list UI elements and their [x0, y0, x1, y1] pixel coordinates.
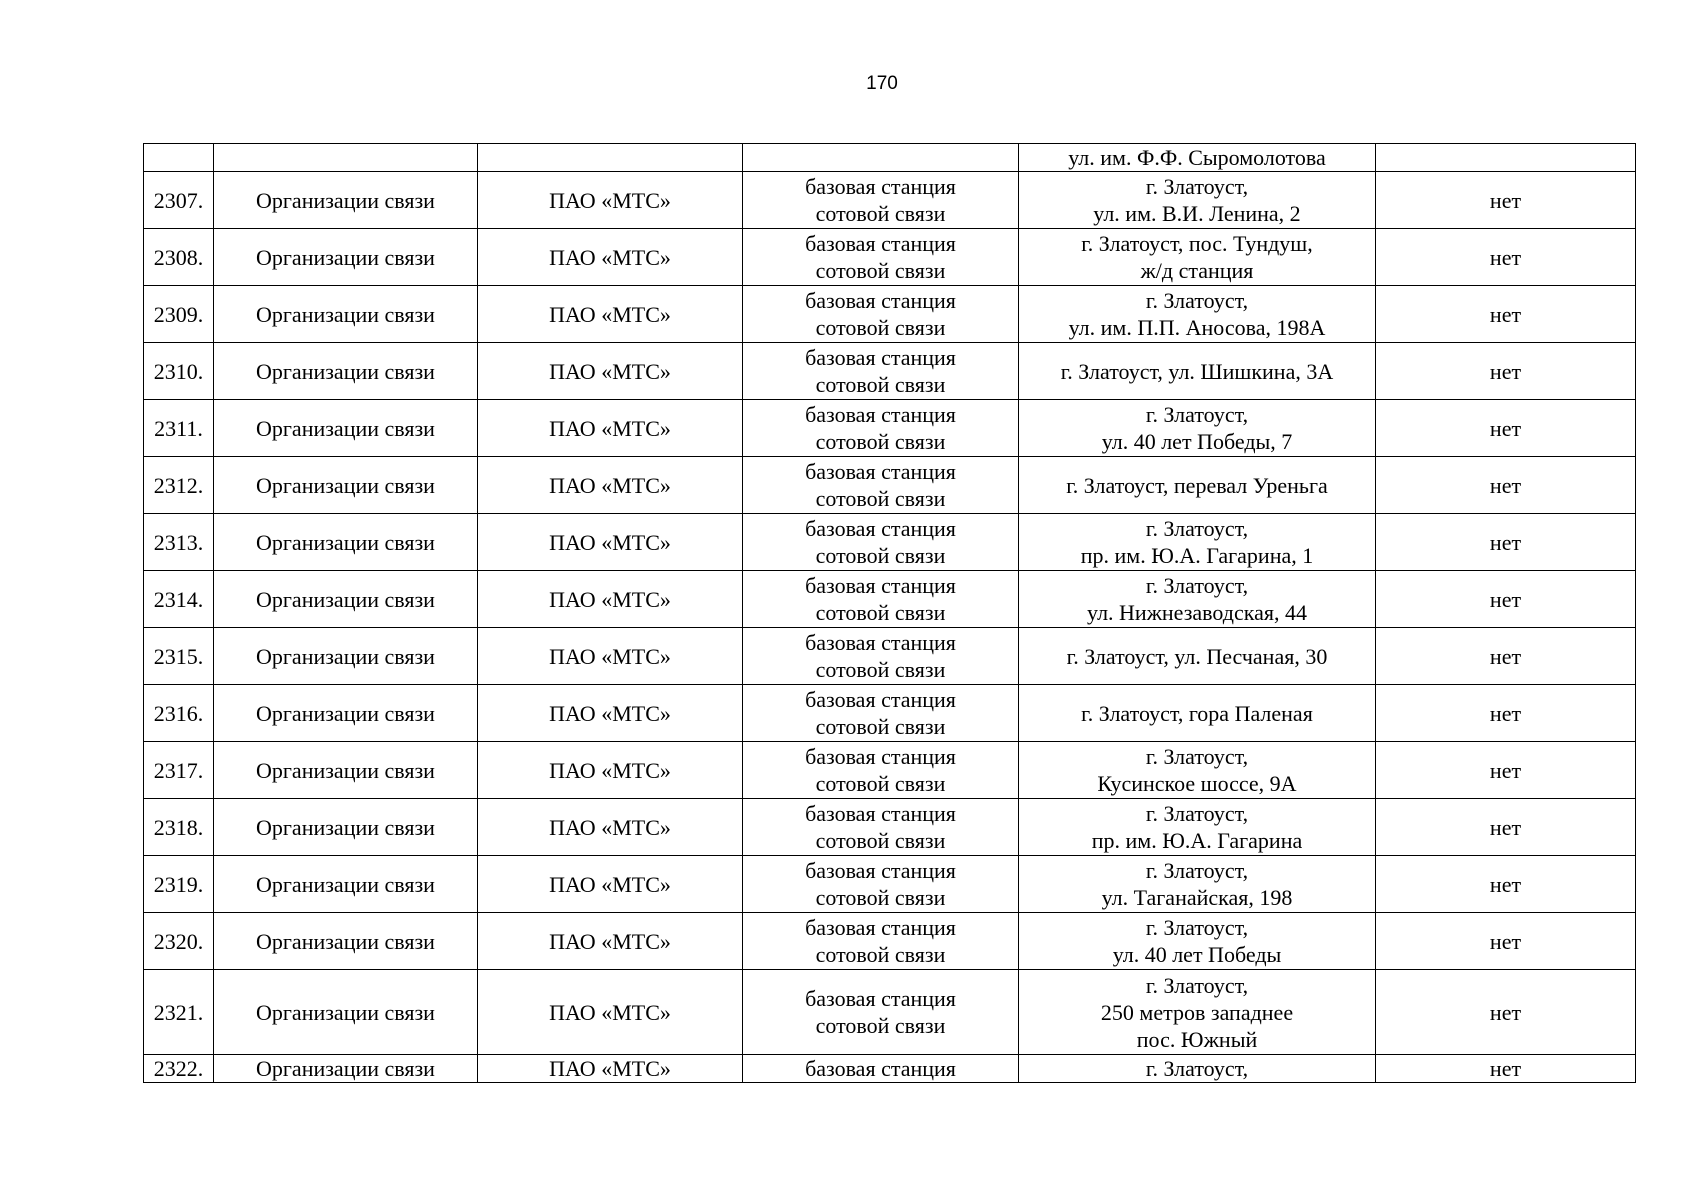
- row-number: 2310.: [144, 343, 214, 400]
- object-cell: [743, 628, 1019, 685]
- object-line: базовая станция: [805, 288, 956, 313]
- row-number: 2307.: [144, 172, 214, 229]
- object-line: базовая станция: [805, 687, 956, 712]
- address-line: ул. им. П.П. Аносова, 198А: [1068, 315, 1326, 340]
- object-line: сотовой связи: [815, 600, 946, 625]
- table-row: [144, 400, 1636, 457]
- row-number: 2317.: [144, 742, 214, 799]
- address-cell: [1019, 343, 1376, 400]
- note-cell: нет: [1376, 343, 1636, 400]
- object-cell: [743, 400, 1019, 457]
- note-cell: нет: [1376, 685, 1636, 742]
- address-cell: [1019, 1055, 1376, 1083]
- page-number: 170: [866, 73, 898, 94]
- category-cell: Организации связи: [214, 742, 478, 799]
- address-cell: [1019, 571, 1376, 628]
- object-line: сотовой связи: [815, 486, 946, 511]
- object-line: базовая станция: [805, 174, 956, 199]
- category-cell: Организации связи: [214, 856, 478, 913]
- table-row: [144, 229, 1636, 286]
- table-row: [144, 457, 1636, 514]
- row-number: 2322.: [144, 1055, 214, 1083]
- object-cell: [743, 685, 1019, 742]
- table-row: [144, 628, 1636, 685]
- note-cell: нет: [1376, 172, 1636, 229]
- table-row: [144, 571, 1636, 628]
- note-cell: нет: [1376, 286, 1636, 343]
- category-cell: Организации связи: [214, 571, 478, 628]
- address-cell: [1019, 742, 1376, 799]
- object-line: сотовой связи: [815, 828, 946, 853]
- object-cell: [743, 799, 1019, 856]
- address-line: г. Златоуст,: [1145, 573, 1249, 598]
- category-cell: Организации связи: [214, 343, 478, 400]
- note-cell: нет: [1376, 856, 1636, 913]
- address-cell: [1019, 514, 1376, 571]
- object-line: базовая станция: [805, 630, 956, 655]
- object-line: сотовой связи: [815, 942, 946, 967]
- object-cell: [743, 1055, 1019, 1083]
- table-row: [144, 1055, 1636, 1083]
- table-row: [144, 172, 1636, 229]
- object-cell: [743, 229, 1019, 286]
- object-cell: [743, 343, 1019, 400]
- category-cell: Организации связи: [214, 172, 478, 229]
- category-cell: Организации связи: [214, 628, 478, 685]
- object-line: базовая станция: [805, 345, 956, 370]
- category-cell: Организации связи: [214, 457, 478, 514]
- organization-cell: ПАО «МТС»: [478, 685, 743, 742]
- address-line: пр. им. Ю.А. Гагарина: [1091, 828, 1303, 853]
- num-cell: [144, 144, 214, 172]
- organization-cell: ПАО «МТС»: [478, 172, 743, 229]
- category-cell: Организации связи: [214, 286, 478, 343]
- row-number: 2309.: [144, 286, 214, 343]
- object-line: сотовой связи: [815, 1013, 946, 1038]
- row-number: 2320.: [144, 913, 214, 970]
- table-row: [144, 970, 1636, 1055]
- organization-cell: ПАО «МТС»: [478, 457, 743, 514]
- organization-cell: ПАО «МТС»: [478, 286, 743, 343]
- object-line: сотовой связи: [815, 429, 946, 454]
- row-number: 2319.: [144, 856, 214, 913]
- address-cell: [1019, 799, 1376, 856]
- note-cell: нет: [1376, 457, 1636, 514]
- object-cell: [743, 457, 1019, 514]
- object-line: сотовой связи: [815, 771, 946, 796]
- address-cell: [1019, 685, 1376, 742]
- address-cell: [1019, 172, 1376, 229]
- note-cell: нет: [1376, 1055, 1636, 1083]
- address-cell: [1019, 229, 1376, 286]
- object-cell: [743, 970, 1019, 1055]
- object-line: базовая станция: [805, 858, 956, 883]
- address-line: г. Златоуст,: [1145, 744, 1249, 769]
- table-body: [144, 144, 1636, 1083]
- category-cell: Организации связи: [214, 970, 478, 1055]
- address-line: г. Златоуст,: [1145, 972, 1249, 998]
- address-cell: [1019, 970, 1376, 1055]
- object-line: базовая станция: [805, 1056, 956, 1081]
- table-row: [144, 286, 1636, 343]
- organization-cell: ПАО «МТС»: [478, 856, 743, 913]
- address-line: г. Златоуст,: [1145, 174, 1249, 199]
- category-cell: Организации связи: [214, 229, 478, 286]
- table-row: [144, 856, 1636, 913]
- address-line: ул. Нижнезаводская, 44: [1087, 600, 1307, 625]
- address-line: г. Златоуст,: [1145, 402, 1249, 427]
- object-cell: [743, 571, 1019, 628]
- organization-cell: ПАО «МТС»: [478, 628, 743, 685]
- object-line: базовая станция: [805, 986, 956, 1011]
- object-cell: [743, 514, 1019, 571]
- row-number: 2312.: [144, 457, 214, 514]
- address-line: ул. 40 лет Победы, 7: [1101, 429, 1293, 454]
- object-line: сотовой связи: [815, 657, 946, 682]
- object-line: базовая станция: [805, 915, 956, 940]
- object-line: сотовой связи: [815, 885, 946, 910]
- note-cell: нет: [1376, 799, 1636, 856]
- category-cell: Организации связи: [214, 400, 478, 457]
- address-line: г. Златоуст, пос. Тундуш,: [1081, 231, 1313, 256]
- table-row: [144, 343, 1636, 400]
- organization-cell: ПАО «МТС»: [478, 571, 743, 628]
- organization-cell: ПАО «МТС»: [478, 913, 743, 970]
- category-cell: Организации связи: [214, 514, 478, 571]
- organization-cell: ПАО «МТС»: [478, 970, 743, 1055]
- object-cell: [743, 913, 1019, 970]
- category-cell: Организации связи: [214, 685, 478, 742]
- note-cell: нет: [1376, 742, 1636, 799]
- object-line: базовая станция: [805, 516, 956, 541]
- object-cell: [743, 286, 1019, 343]
- address-cell: [1019, 144, 1376, 172]
- table-row: [144, 685, 1636, 742]
- row-number: 2316.: [144, 685, 214, 742]
- address-line: пр. им. Ю.А. Гагарина, 1: [1080, 543, 1314, 568]
- row-number: 2321.: [144, 970, 214, 1055]
- address-line: г. Златоуст,: [1145, 288, 1249, 313]
- organization-cell: ПАО «МТС»: [478, 343, 743, 400]
- object-line: сотовой связи: [815, 714, 946, 739]
- address-line: г. Златоуст,: [1145, 516, 1249, 541]
- organization-cell: ПАО «МТС»: [478, 742, 743, 799]
- address-line: ул. 40 лет Победы: [1112, 942, 1282, 967]
- address-line: ул. им. В.И. Ленина, 2: [1093, 201, 1301, 226]
- table-row: [144, 913, 1636, 970]
- organization-cell: ПАО «МТС»: [478, 229, 743, 286]
- object-line: базовая станция: [805, 801, 956, 826]
- note-cell: нет: [1376, 229, 1636, 286]
- row-number: 2313.: [144, 514, 214, 571]
- address-cell: [1019, 457, 1376, 514]
- address-line: г. Златоуст, гора Паленая: [1081, 700, 1313, 726]
- organization-cell: [478, 144, 743, 172]
- organization-cell: ПАО «МТС»: [478, 400, 743, 457]
- object-cell: [743, 742, 1019, 799]
- address-line: 250 метров западнее: [1100, 999, 1294, 1025]
- table-row: [144, 799, 1636, 856]
- row-number: 2315.: [144, 628, 214, 685]
- address-line: г. Златоуст, перевал Уреньга: [1066, 472, 1328, 498]
- row-number: 2314.: [144, 571, 214, 628]
- organization-cell: ПАО «МТС»: [478, 514, 743, 571]
- address-line: г. Златоуст,: [1145, 915, 1249, 940]
- object-line: базовая станция: [805, 402, 956, 427]
- note-cell: нет: [1376, 400, 1636, 457]
- category-cell: Организации связи: [214, 913, 478, 970]
- address-cell: [1019, 628, 1376, 685]
- address-cell: [1019, 856, 1376, 913]
- object-line: базовая станция: [805, 573, 956, 598]
- row-number: 2311.: [144, 400, 214, 457]
- object-line: сотовой связи: [815, 258, 946, 283]
- object-cell: [743, 144, 1019, 172]
- note-cell: нет: [1376, 628, 1636, 685]
- object-line: сотовой связи: [815, 201, 946, 226]
- address-line: г. Златоуст,: [1145, 1056, 1249, 1081]
- address-line: ул. им. Ф.Ф. Сыромолотова: [1068, 145, 1326, 170]
- address-cell: [1019, 286, 1376, 343]
- table-row: [144, 742, 1636, 799]
- object-line: сотовой связи: [815, 372, 946, 397]
- object-line: базовая станция: [805, 231, 956, 256]
- category-cell: [214, 144, 478, 172]
- object-line: базовая станция: [805, 744, 956, 769]
- address-line: ж/д станция: [1140, 258, 1254, 283]
- organization-cell: ПАО «МТС»: [478, 1055, 743, 1083]
- address-line: Кусинское шоссе, 9А: [1097, 771, 1297, 796]
- note-cell: нет: [1376, 970, 1636, 1055]
- object-line: базовая станция: [805, 459, 956, 484]
- address-cell: [1019, 400, 1376, 457]
- address-line: ул. Таганайская, 198: [1101, 885, 1293, 910]
- object-cell: [743, 172, 1019, 229]
- address-cell: [1019, 913, 1376, 970]
- registry-table: [143, 143, 1636, 1083]
- address-line: г. Златоуст,: [1145, 801, 1249, 826]
- object-cell: [743, 856, 1019, 913]
- note-cell: [1376, 144, 1636, 172]
- note-cell: нет: [1376, 913, 1636, 970]
- object-line: сотовой связи: [815, 543, 946, 568]
- row-number: 2308.: [144, 229, 214, 286]
- row-number: 2318.: [144, 799, 214, 856]
- object-line: сотовой связи: [815, 315, 946, 340]
- note-cell: нет: [1376, 571, 1636, 628]
- table-row: [144, 514, 1636, 571]
- address-line: г. Златоуст,: [1145, 858, 1249, 883]
- category-cell: Организации связи: [214, 799, 478, 856]
- address-line: г. Златоуст, ул. Песчаная, 30: [1066, 643, 1328, 669]
- category-cell: Организации связи: [214, 1055, 478, 1083]
- address-line: г. Златоуст, ул. Шишкина, 3А: [1060, 358, 1334, 384]
- organization-cell: ПАО «МТС»: [478, 799, 743, 856]
- note-cell: нет: [1376, 514, 1636, 571]
- continuation-row: [144, 144, 1636, 172]
- address-line: пос. Южный: [1136, 1026, 1258, 1052]
